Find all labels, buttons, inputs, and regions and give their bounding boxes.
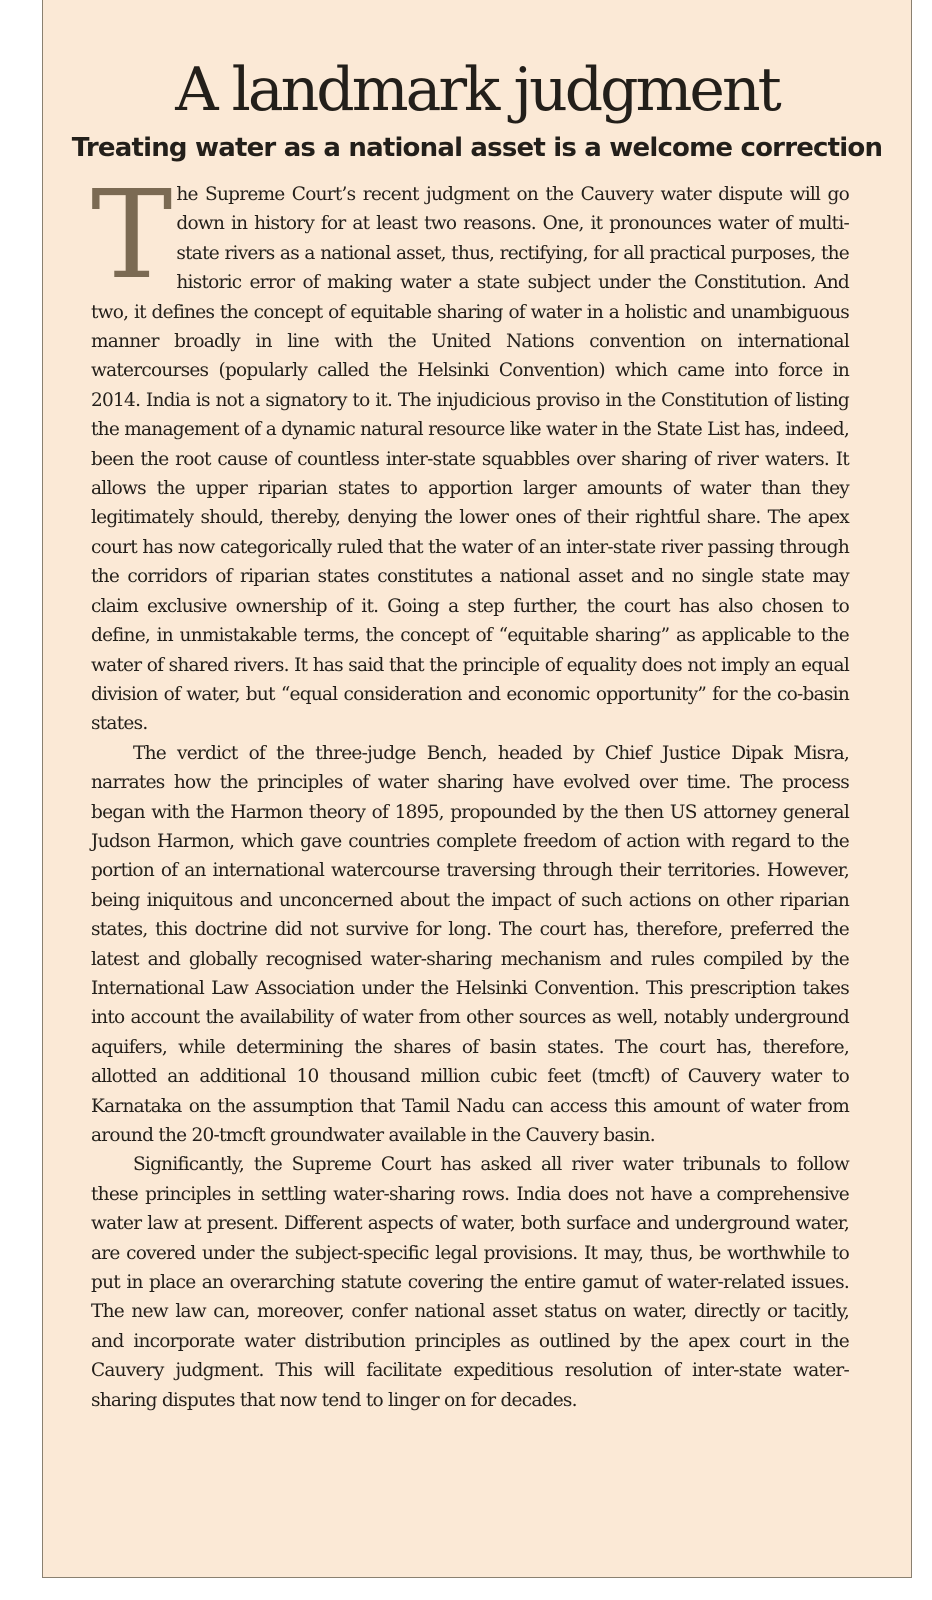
headline: A landmark judgment	[175, 55, 779, 125]
paragraph-1-text: he Supreme Court’s recent judgment on the Cauvery water dispute will go down in history for at least two reasons. One, it pronounces water of multi-state rivers as a national asset, thus, rectifying, for all practical purposes, the historic error of making water a state subject under the Constitution. And two, it defines the concept of equitable sharing of water in a holistic and unambiguous manner broadly in line with the United Nations convention on international watercourses (popularly called the Helsinki Convention) which came into force in 2014. India is not a signatory to it. The injudicious proviso in the Constitution of listing the management of a dynamic natural resource like water in the State List has, indeed, been the root cause of countless inter-state squabbles over sharing of river waters. It allows the upper riparian states to apportion larger amounts of water than they legitimately should, thereby, denying the lower ones of their rightful share. The apex court has now categorically ruled that the water of an inter-state river passing through the corridors of riparian states constitutes a national asset and no single state may claim exclusive ownership of it. Going a step further, the court has also chosen to define, in unmistakable terms, the concept of “equitable sharing” as applicable to the water of shared rivers. It has said that the principle of equality does not imply an equal division of water, but “equal consideration and economic opportunity” for the co-basin states.	[91, 184, 849, 735]
paragraph-1	[91, 164, 849, 739]
subheadline: Treating water as a national asset is a welcome correction	[71, 133, 883, 163]
paragraph-2: The verdict of the three-judge Bench, headed by Chief Justice Dipak Misra, narrates how the principles of water sharing have evolved over time. The process began with the Harmon theory of 1895, propounded by the then US attorney general Judson Harmon, which gave countries complete freedom of action with regard to the portion of an international watercourse traversing through their territories. However, being iniquitous and unconcerned about the impact of such actions on other riparian states, this doctrine did not survive for long. The court has, therefore, preferred the latest and globally recognised water-sharing mechanism and rules compiled by the International Law Association under the Helsinki Convention. This prescription takes into account the availability of water from other sources as well, notably underground aquifers, while determining the shares of basin states. The court has, therefore, allotted an additional 10 thousand million cubic feet (tmcft) of Cauvery water to Karnataka on the assumption that Tamil Nadu can access this amount of water from around the 20-tmcft groundwater available in the Cauvery basin.	[91, 742, 849, 1146]
drop-cap: T	[91, 164, 173, 306]
article-panel	[42, 0, 912, 1578]
article-body	[91, 164, 849, 1415]
paragraph-3: Significantly, the Supreme Court has asked all river water tribunals to follow these principles in settling water-sharing rows. India does not have a comprehensive water law at present. Different aspects of water, both surface and underground water, are covered under the subject-specific legal provisions. It may, thus, be worthwhile to put in place an overarching statute covering the entire gamut of water-related issues. The new law can, moreover, confer national asset status on water, directly or tacitly, and incorporate water distribution principles as outlined by the apex court in the Cauvery judgment. This will facilitate expeditious resolution of inter-state water-sharing disputes that now tend to linger on for decades.	[91, 1154, 849, 1411]
